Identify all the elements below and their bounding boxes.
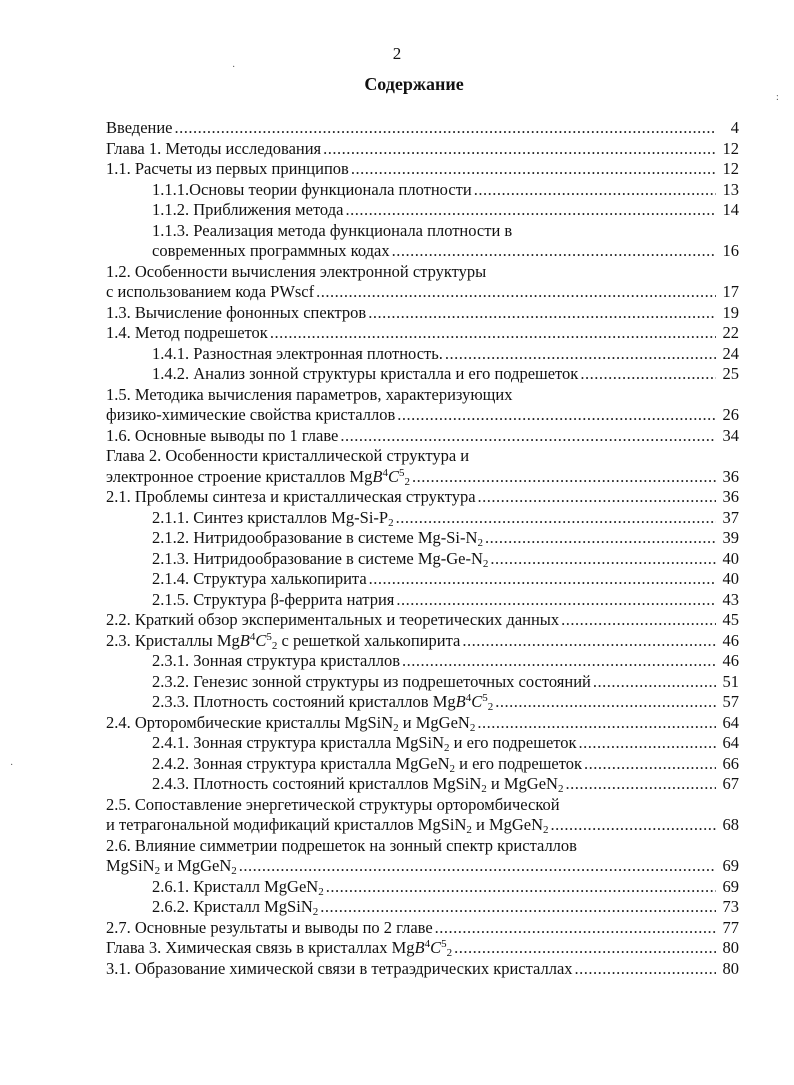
toc-entry-page: 12 — [722, 159, 739, 178]
toc-entry-page: 17 — [722, 282, 739, 301]
dot-leader — [575, 959, 716, 980]
toc-entry-title: 2.3.2. Генезис зонной структуры из подрешеточных состояний — [152, 671, 591, 691]
scan-speck: · — [232, 62, 236, 73]
toc-entry — [106, 487, 739, 508]
toc-entry — [106, 651, 739, 672]
dot-leader — [323, 139, 716, 160]
dot-leader — [412, 467, 716, 488]
toc-entry-title: 2.1.4. Структура халькопирита — [152, 569, 367, 588]
toc-entry-title: электронное строение кристаллов $MgB^4C^5_2$ — [106, 466, 410, 488]
toc-entry — [106, 836, 739, 857]
toc-entry-title: и тетрагональной модификаций кристаллов MgSiN$_2$ и MgGeN$_2$ — [106, 815, 549, 836]
toc-entry-title: 1.1.2. Приближения метода — [152, 200, 344, 219]
toc-entry — [106, 754, 739, 775]
toc-entry-page: 12 — [722, 138, 739, 158]
toc-entry-title: Глава 3. Химическая связь в кристаллах $MgB^4C^5_2$ — [106, 938, 453, 959]
toc-entry-title: MgSiN$_2$ и MgGeN$_2$ — [106, 856, 237, 877]
toc-entry-page: 24 — [722, 343, 739, 363]
dot-leader — [396, 508, 716, 529]
toc-entry-title: современных программных кодах — [152, 241, 390, 260]
toc-entry-page: 73 — [722, 897, 739, 916]
toc-entry-page: 39 — [722, 528, 739, 547]
toc-entry — [106, 815, 739, 836]
toc-entry-title: 2.4.2. Зонная структура кристалла MgGeN$_2$ и его подрешеток — [152, 753, 583, 775]
dot-leader — [345, 200, 716, 221]
toc-entry — [106, 528, 739, 549]
toc-entry-title: 1.1. Расчеты из первых принципов — [106, 159, 349, 178]
toc-entry — [106, 713, 739, 734]
dot-leader — [565, 774, 716, 795]
toc-entry-title: 2.1.2. Нитридообразование в системе $Mg-Si-N_2$ — [152, 528, 483, 549]
toc-entry-page: 36 — [722, 466, 739, 486]
toc-entry — [106, 774, 739, 795]
dot-leader — [445, 344, 716, 365]
toc-entry — [106, 139, 739, 160]
toc-entry — [106, 672, 739, 693]
toc-entry-page: 4 — [730, 118, 739, 137]
toc-entry — [106, 364, 739, 385]
toc-entry-title: 1.4.1. Разностная электронная плотность. — [152, 343, 443, 363]
toc-entry — [106, 282, 739, 303]
toc-entry-page: 16 — [722, 241, 739, 260]
toc-entry — [106, 241, 739, 262]
page-number: 2 — [392, 44, 402, 63]
dot-leader — [495, 692, 716, 713]
toc-entry-page: 26 — [722, 405, 739, 424]
toc-entry-title: 2.6.1. Кристалл MgGeN$_2$ — [152, 876, 324, 898]
toc-entry-title: 2.2. Краткий обзор экспериментальных и теоретических данных — [106, 610, 560, 629]
toc-entry — [106, 118, 739, 139]
toc-entry-title: Введение — [106, 118, 173, 137]
dot-leader — [435, 918, 716, 939]
toc-entry-title: 1.4. Метод подрешеток — [106, 323, 268, 342]
toc-entry-page: 22 — [722, 323, 739, 342]
toc-entry-title: 2.1. Проблемы синтеза и кристаллическая структура — [106, 487, 476, 506]
toc-entry-page: 14 — [722, 200, 739, 219]
toc-entry-page: 46 — [722, 651, 739, 670]
toc-entry-title: 2.5. Сопоставление энергетической структуры орторомбической — [106, 794, 560, 814]
scan-speck: · — [10, 760, 14, 771]
dot-leader — [340, 426, 716, 447]
toc-entry — [106, 303, 739, 324]
toc-entry — [106, 631, 739, 652]
toc-entry-title: 2.4. Орторомбические кристаллы MgSiN$_2$ и MgGeN$_2$ — [106, 712, 476, 734]
toc-entry-title: 1.1.1.Основы теории функционала плотности — [152, 179, 472, 199]
dot-leader — [402, 651, 716, 672]
toc-entry-title: 2.3.3. Плотность состояний кристаллов $MgB^4C^5_2$ — [152, 692, 494, 713]
toc-entry-title: 2.1.3. Нитридообразование в системе $Mg-Ge-N_2$ — [152, 548, 489, 570]
toc-entry — [106, 569, 739, 590]
toc-entry-page: 80 — [722, 958, 739, 978]
scan-speck: : — [776, 92, 779, 103]
toc-entry-title: 2.6. Влияние симметрии подрешеток на зонный спектр кристаллов — [106, 835, 577, 855]
toc-entry-title: 1.6. Основные выводы по 1 главе — [106, 425, 339, 445]
toc-entry — [106, 467, 739, 488]
toc-entry-title: 2.7. Основные результаты и выводы по 2 главе — [106, 917, 433, 937]
page-title: Содержание — [364, 74, 464, 94]
toc-entry-page: 66 — [722, 753, 739, 773]
toc-entry-page: 57 — [722, 692, 739, 711]
toc-entry-page: 77 — [722, 917, 739, 937]
dot-leader — [462, 631, 716, 652]
toc-entry — [106, 938, 739, 959]
toc-entry-title: 2.4.1. Зонная структура кристалла MgSiN$_2$ и его подрешеток — [152, 733, 577, 754]
dot-leader — [485, 528, 716, 549]
toc-entry-page: 45 — [722, 610, 739, 629]
dot-leader — [368, 303, 716, 324]
toc-entry-page: 69 — [722, 876, 739, 896]
dot-leader — [579, 733, 716, 754]
toc-entry-page: 34 — [722, 425, 739, 445]
dot-leader — [270, 323, 716, 344]
dot-leader — [584, 754, 716, 775]
toc-entry-page: 13 — [722, 179, 739, 199]
dot-leader — [396, 590, 716, 611]
dot-leader — [175, 118, 716, 139]
toc-entry-page: 43 — [722, 589, 739, 609]
toc-entry-page: 67 — [722, 774, 739, 793]
toc-entry-page: 64 — [722, 733, 739, 752]
dot-leader — [593, 672, 716, 693]
toc-entry-title: физико-химические свойства кристаллов — [106, 405, 396, 424]
toc-entry — [106, 590, 739, 611]
dot-leader — [551, 815, 716, 836]
dot-leader — [454, 938, 716, 959]
toc-entry-page: 37 — [722, 507, 739, 527]
toc-entry-title: 1.3. Вычисление фононных спектров — [106, 302, 367, 322]
toc-entry — [106, 549, 739, 570]
toc-entry — [106, 692, 739, 713]
dot-leader — [326, 877, 716, 898]
toc-entry-title: 2.3. Кристаллы $MgB^4C^5_2$ с решеткой халькопирита — [106, 630, 461, 652]
dot-leader — [490, 549, 716, 570]
toc-entry-title: 1.1.3. Реализация метода функционала плотности в — [152, 220, 513, 240]
toc-entry — [106, 426, 739, 447]
toc-entry — [106, 385, 739, 406]
dot-leader — [369, 569, 716, 590]
toc-entry — [106, 200, 739, 221]
toc-entry — [106, 877, 739, 898]
toc-entry-title: Глава 1. Методы исследования — [106, 138, 322, 158]
dot-leader — [580, 364, 716, 385]
toc-entry — [106, 856, 739, 877]
toc-entry-title: 2.4.3. Плотность состояний кристаллов MgSiN$_2$ и MgGeN$_2$ — [152, 774, 564, 795]
dot-leader — [351, 159, 716, 180]
dot-leader — [474, 180, 716, 201]
toc-entry — [106, 180, 739, 201]
toc-entry-page: 40 — [722, 569, 739, 588]
toc-entry — [106, 897, 739, 918]
toc-entry-title: с использованием кода PWscf — [106, 282, 315, 301]
toc-entry — [106, 733, 739, 754]
toc-entry-title: 2.6.2. Кристалл MgSiN$_2$ — [152, 897, 319, 918]
dot-leader — [239, 856, 716, 877]
toc-entry-page: 80 — [722, 938, 739, 957]
toc-entry-page: 36 — [722, 487, 739, 506]
toc-entry-page: 51 — [722, 671, 739, 691]
toc-entry-title: 1.4.2. Анализ зонной структуры кристалла и его подрешеток — [152, 364, 579, 383]
toc-entry-page: 64 — [722, 712, 739, 732]
toc-entry — [106, 262, 739, 283]
toc-entry — [106, 221, 739, 242]
toc-entry-page: 69 — [722, 856, 739, 875]
dot-leader — [397, 405, 716, 426]
toc-entry — [106, 323, 739, 344]
toc-entry — [106, 795, 739, 816]
toc-entry — [106, 405, 739, 426]
toc-entry — [106, 344, 739, 365]
toc-entry-title: 2.1.1. Синтез кристаллов $Mg-Si-P_2$ — [152, 507, 394, 529]
toc-entry-page: 68 — [722, 815, 739, 834]
dot-leader — [316, 282, 716, 303]
toc-entry-title: 2.1.5. Структура β-феррита натрия — [152, 589, 395, 609]
toc-entry-title: 2.3.1. Зонная структура кристаллов — [152, 651, 401, 670]
toc-entry-title: 1.2. Особенности вычисления электронной структуры — [106, 261, 487, 281]
toc-entry-page: 19 — [722, 302, 739, 322]
toc-entry-title: 1.5. Методика вычисления параметров, характеризующих — [106, 384, 513, 404]
dot-leader — [320, 897, 716, 918]
dot-leader — [477, 713, 716, 734]
table-of-contents — [106, 118, 739, 979]
toc-entry-page: 46 — [722, 630, 739, 650]
dot-leader — [392, 241, 716, 262]
toc-entry-page: 25 — [722, 364, 739, 383]
toc-entry — [106, 508, 739, 529]
toc-entry — [106, 610, 739, 631]
dot-leader — [561, 610, 716, 631]
toc-entry-title: Глава 2. Особенности кристаллической структура и — [106, 446, 470, 465]
toc-entry — [106, 918, 739, 939]
toc-entry — [106, 446, 739, 467]
toc-entry — [106, 959, 739, 980]
dot-leader — [478, 487, 716, 508]
toc-entry-page: 40 — [722, 548, 739, 568]
toc-entry-title: 3.1. Образование химической связи в тетраэдрических кристаллах — [106, 958, 573, 978]
toc-entry — [106, 159, 739, 180]
